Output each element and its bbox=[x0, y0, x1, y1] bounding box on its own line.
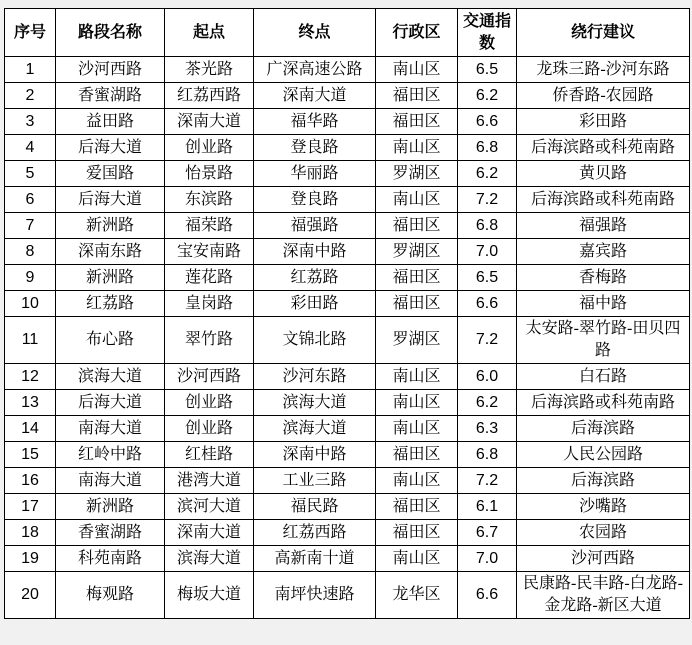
cell-start-point: 创业路 bbox=[165, 416, 254, 442]
cell-traffic-index: 6.2 bbox=[458, 83, 517, 109]
cell-traffic-index: 6.2 bbox=[458, 390, 517, 416]
cell-end-point: 福强路 bbox=[254, 213, 376, 239]
cell-start-point: 深南大道 bbox=[165, 109, 254, 135]
cell-traffic-index: 6.2 bbox=[458, 161, 517, 187]
cell-detour-suggestion: 白石路 bbox=[517, 364, 690, 390]
cell-end-point: 南坪快速路 bbox=[254, 572, 376, 619]
cell-serial: 20 bbox=[5, 572, 56, 619]
cell-detour-suggestion: 福强路 bbox=[517, 213, 690, 239]
cell-traffic-index: 6.6 bbox=[458, 109, 517, 135]
cell-start-point: 莲花路 bbox=[165, 265, 254, 291]
cell-serial: 9 bbox=[5, 265, 56, 291]
cell-district: 罗湖区 bbox=[376, 161, 458, 187]
cell-district: 福田区 bbox=[376, 494, 458, 520]
table-row bbox=[5, 364, 690, 390]
cell-start-point: 东滨路 bbox=[165, 187, 254, 213]
cell-serial: 6 bbox=[5, 187, 56, 213]
cell-traffic-index: 6.3 bbox=[458, 416, 517, 442]
cell-road-name: 香蜜湖路 bbox=[56, 83, 165, 109]
cell-serial: 7 bbox=[5, 213, 56, 239]
cell-end-point: 滨海大道 bbox=[254, 416, 376, 442]
header-cell-district: 行政区 bbox=[376, 9, 458, 57]
cell-end-point: 福华路 bbox=[254, 109, 376, 135]
table-row bbox=[5, 291, 690, 317]
cell-road-name: 深南东路 bbox=[56, 239, 165, 265]
header-cell-end-point: 终点 bbox=[254, 9, 376, 57]
cell-end-point: 深南中路 bbox=[254, 442, 376, 468]
cell-serial: 16 bbox=[5, 468, 56, 494]
table-row bbox=[5, 520, 690, 546]
table-body bbox=[5, 57, 690, 619]
cell-serial: 2 bbox=[5, 83, 56, 109]
cell-road-name: 南海大道 bbox=[56, 468, 165, 494]
cell-serial: 19 bbox=[5, 546, 56, 572]
cell-district: 福田区 bbox=[376, 442, 458, 468]
table-row bbox=[5, 494, 690, 520]
cell-district: 南山区 bbox=[376, 546, 458, 572]
cell-district: 南山区 bbox=[376, 468, 458, 494]
cell-road-name: 香蜜湖路 bbox=[56, 520, 165, 546]
cell-traffic-index: 6.8 bbox=[458, 135, 517, 161]
cell-district: 福田区 bbox=[376, 291, 458, 317]
cell-start-point: 红桂路 bbox=[165, 442, 254, 468]
cell-traffic-index: 7.0 bbox=[458, 239, 517, 265]
cell-start-point: 梅坂大道 bbox=[165, 572, 254, 619]
cell-detour-suggestion: 人民公园路 bbox=[517, 442, 690, 468]
cell-traffic-index: 6.5 bbox=[458, 57, 517, 83]
cell-start-point: 深南大道 bbox=[165, 520, 254, 546]
cell-detour-suggestion: 后海滨路或科苑南路 bbox=[517, 187, 690, 213]
cell-end-point: 滨海大道 bbox=[254, 390, 376, 416]
cell-end-point: 红荔路 bbox=[254, 265, 376, 291]
cell-traffic-index: 6.5 bbox=[458, 265, 517, 291]
header-cell-traffic-index: 交通指数 bbox=[458, 9, 517, 57]
cell-district: 福田区 bbox=[376, 213, 458, 239]
cell-district: 南山区 bbox=[376, 390, 458, 416]
table-row bbox=[5, 546, 690, 572]
cell-detour-suggestion: 沙嘴路 bbox=[517, 494, 690, 520]
cell-traffic-index: 6.6 bbox=[458, 572, 517, 619]
cell-detour-suggestion: 后海滨路或科苑南路 bbox=[517, 390, 690, 416]
cell-detour-suggestion: 香梅路 bbox=[517, 265, 690, 291]
header-cell-road-name: 路段名称 bbox=[56, 9, 165, 57]
cell-end-point: 华丽路 bbox=[254, 161, 376, 187]
cell-road-name: 沙河西路 bbox=[56, 57, 165, 83]
cell-traffic-index: 6.7 bbox=[458, 520, 517, 546]
cell-serial: 13 bbox=[5, 390, 56, 416]
cell-start-point: 皇岗路 bbox=[165, 291, 254, 317]
cell-start-point: 福荣路 bbox=[165, 213, 254, 239]
cell-serial: 15 bbox=[5, 442, 56, 468]
cell-district: 南山区 bbox=[376, 135, 458, 161]
cell-district: 福田区 bbox=[376, 520, 458, 546]
cell-district: 罗湖区 bbox=[376, 239, 458, 265]
cell-start-point: 翠竹路 bbox=[165, 317, 254, 364]
table-row bbox=[5, 83, 690, 109]
cell-detour-suggestion: 嘉宾路 bbox=[517, 239, 690, 265]
cell-detour-suggestion: 后海滨路或科苑南路 bbox=[517, 135, 690, 161]
cell-district: 南山区 bbox=[376, 416, 458, 442]
cell-start-point: 沙河西路 bbox=[165, 364, 254, 390]
cell-district: 南山区 bbox=[376, 57, 458, 83]
cell-serial: 4 bbox=[5, 135, 56, 161]
cell-traffic-index: 7.2 bbox=[458, 187, 517, 213]
cell-district: 福田区 bbox=[376, 83, 458, 109]
cell-start-point: 滨河大道 bbox=[165, 494, 254, 520]
table-row bbox=[5, 135, 690, 161]
cell-traffic-index: 6.0 bbox=[458, 364, 517, 390]
cell-serial: 18 bbox=[5, 520, 56, 546]
cell-end-point: 登良路 bbox=[254, 135, 376, 161]
table-row bbox=[5, 213, 690, 239]
cell-end-point: 彩田路 bbox=[254, 291, 376, 317]
cell-district: 南山区 bbox=[376, 187, 458, 213]
cell-road-name: 后海大道 bbox=[56, 187, 165, 213]
cell-traffic-index: 6.6 bbox=[458, 291, 517, 317]
cell-road-name: 梅观路 bbox=[56, 572, 165, 619]
cell-road-name: 布心路 bbox=[56, 317, 165, 364]
table-row bbox=[5, 265, 690, 291]
cell-detour-suggestion: 后海滨路 bbox=[517, 468, 690, 494]
cell-traffic-index: 7.2 bbox=[458, 468, 517, 494]
header-cell-detour-suggestion: 绕行建议 bbox=[517, 9, 690, 57]
header-row bbox=[5, 9, 690, 57]
cell-start-point: 宝安南路 bbox=[165, 239, 254, 265]
cell-end-point: 红荔西路 bbox=[254, 520, 376, 546]
cell-road-name: 新洲路 bbox=[56, 265, 165, 291]
cell-road-name: 新洲路 bbox=[56, 213, 165, 239]
cell-end-point: 登良路 bbox=[254, 187, 376, 213]
table-row bbox=[5, 572, 690, 619]
cell-end-point: 高新南十道 bbox=[254, 546, 376, 572]
table-row bbox=[5, 442, 690, 468]
cell-detour-suggestion: 民康路-民丰路-白龙路-金龙路-新区大道 bbox=[517, 572, 690, 619]
table-row bbox=[5, 468, 690, 494]
cell-detour-suggestion: 后海滨路 bbox=[517, 416, 690, 442]
cell-end-point: 深南中路 bbox=[254, 239, 376, 265]
cell-serial: 17 bbox=[5, 494, 56, 520]
cell-serial: 11 bbox=[5, 317, 56, 364]
cell-end-point: 文锦北路 bbox=[254, 317, 376, 364]
table-row bbox=[5, 390, 690, 416]
cell-district: 龙华区 bbox=[376, 572, 458, 619]
cell-detour-suggestion: 侨香路-农园路 bbox=[517, 83, 690, 109]
cell-start-point: 创业路 bbox=[165, 390, 254, 416]
cell-traffic-index: 6.8 bbox=[458, 213, 517, 239]
cell-road-name: 后海大道 bbox=[56, 390, 165, 416]
cell-serial: 3 bbox=[5, 109, 56, 135]
cell-traffic-index: 7.2 bbox=[458, 317, 517, 364]
cell-serial: 8 bbox=[5, 239, 56, 265]
cell-detour-suggestion: 龙珠三路-沙河东路 bbox=[517, 57, 690, 83]
cell-start-point: 红荔西路 bbox=[165, 83, 254, 109]
table-row bbox=[5, 416, 690, 442]
cell-start-point: 创业路 bbox=[165, 135, 254, 161]
cell-start-point: 港湾大道 bbox=[165, 468, 254, 494]
cell-road-name: 滨海大道 bbox=[56, 364, 165, 390]
cell-road-name: 新洲路 bbox=[56, 494, 165, 520]
table-row bbox=[5, 57, 690, 83]
cell-serial: 14 bbox=[5, 416, 56, 442]
cell-detour-suggestion: 农园路 bbox=[517, 520, 690, 546]
table-row bbox=[5, 239, 690, 265]
cell-start-point: 滨海大道 bbox=[165, 546, 254, 572]
table-row bbox=[5, 187, 690, 213]
table-row bbox=[5, 161, 690, 187]
cell-traffic-index: 7.0 bbox=[458, 546, 517, 572]
cell-traffic-index: 6.1 bbox=[458, 494, 517, 520]
cell-detour-suggestion: 沙河西路 bbox=[517, 546, 690, 572]
cell-district: 福田区 bbox=[376, 265, 458, 291]
cell-end-point: 沙河东路 bbox=[254, 364, 376, 390]
cell-road-name: 红荔路 bbox=[56, 291, 165, 317]
cell-road-name: 后海大道 bbox=[56, 135, 165, 161]
cell-traffic-index: 6.8 bbox=[458, 442, 517, 468]
cell-district: 南山区 bbox=[376, 364, 458, 390]
cell-serial: 12 bbox=[5, 364, 56, 390]
header-cell-start-point: 起点 bbox=[165, 9, 254, 57]
cell-road-name: 红岭中路 bbox=[56, 442, 165, 468]
cell-detour-suggestion: 彩田路 bbox=[517, 109, 690, 135]
cell-district: 福田区 bbox=[376, 109, 458, 135]
traffic-table bbox=[4, 8, 690, 619]
cell-road-name: 南海大道 bbox=[56, 416, 165, 442]
cell-end-point: 广深高速公路 bbox=[254, 57, 376, 83]
header-cell-serial: 序号 bbox=[5, 9, 56, 57]
cell-end-point: 福民路 bbox=[254, 494, 376, 520]
cell-road-name: 爱国路 bbox=[56, 161, 165, 187]
cell-serial: 10 bbox=[5, 291, 56, 317]
table-row bbox=[5, 317, 690, 364]
cell-detour-suggestion: 福中路 bbox=[517, 291, 690, 317]
cell-start-point: 茶光路 bbox=[165, 57, 254, 83]
cell-district: 罗湖区 bbox=[376, 317, 458, 364]
cell-detour-suggestion: 太安路-翠竹路-田贝四路 bbox=[517, 317, 690, 364]
cell-road-name: 益田路 bbox=[56, 109, 165, 135]
cell-end-point: 深南大道 bbox=[254, 83, 376, 109]
cell-detour-suggestion: 黄贝路 bbox=[517, 161, 690, 187]
cell-serial: 1 bbox=[5, 57, 56, 83]
cell-start-point: 怡景路 bbox=[165, 161, 254, 187]
cell-serial: 5 bbox=[5, 161, 56, 187]
table-row bbox=[5, 109, 690, 135]
cell-end-point: 工业三路 bbox=[254, 468, 376, 494]
cell-road-name: 科苑南路 bbox=[56, 546, 165, 572]
